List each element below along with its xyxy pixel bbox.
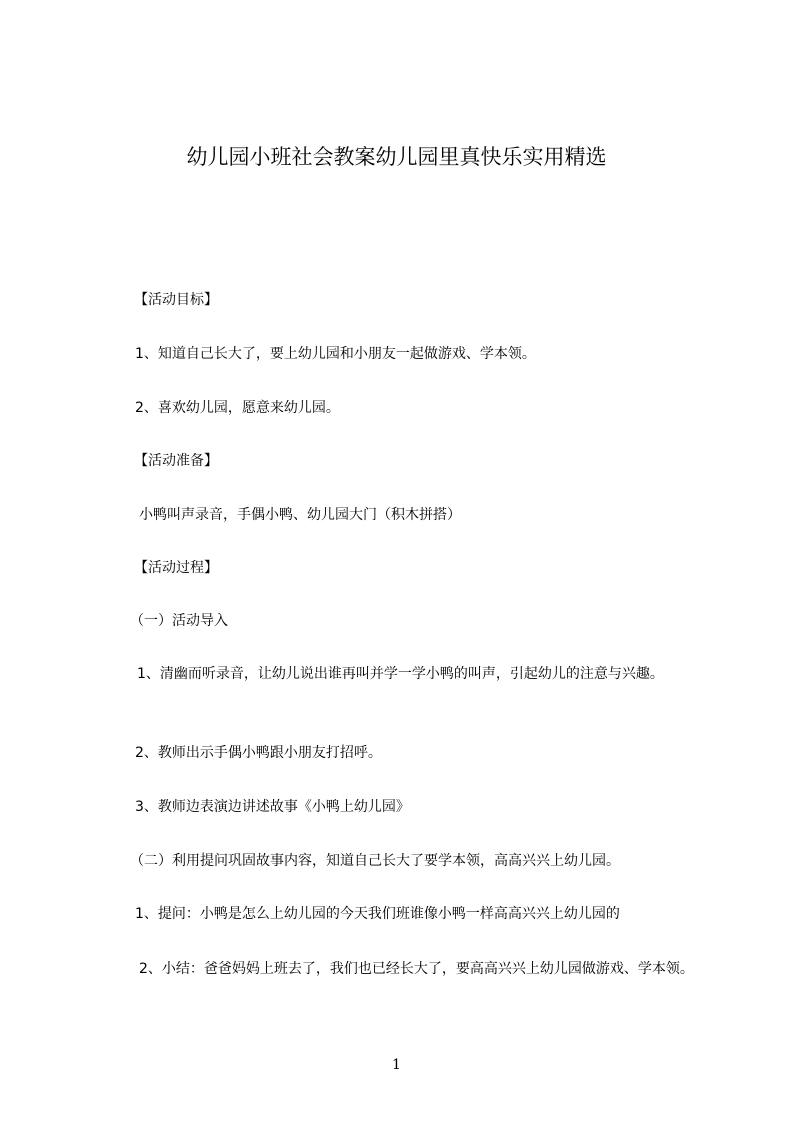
goal-item-2: 2、喜欢幼儿园，愿意来幼儿园。 xyxy=(135,400,340,416)
part-1-heading: （一）活动导入 xyxy=(130,613,228,629)
process-heading: 【活动过程】 xyxy=(134,560,218,576)
step-2: 2、教师出示手偶小鸭跟小朋友打招呼。 xyxy=(135,745,382,761)
prep-text: 小鸭叫声录音，手偶小鸭、幼儿园大门（积木拼搭） xyxy=(139,507,461,523)
goal-item-1: 1、知道自己长大了，要上幼儿园和小朋友一起做游戏、学本领。 xyxy=(135,346,536,362)
step-1: 1、清幽而听录音，让幼儿说出谁再叫并学一学小鸭的叫声，引起幼儿的注意与兴趣。 xyxy=(137,666,664,682)
part-2-heading: （二）利用提问巩固故事内容，知道自己长大了要学本领，高高兴兴上幼儿园。 xyxy=(130,853,620,869)
prep-heading: 【活动准备】 xyxy=(134,453,218,469)
question-item: 1、提问：小鸭是怎么上幼儿园的今天我们班谁像小鸭一样高高兴兴上幼儿园的 xyxy=(135,906,620,922)
summary-item: 2、小结：爸爸妈妈上班去了，我们也已经长大了，要高高兴兴上幼儿园做游戏、学本领。 xyxy=(139,961,694,977)
document-title: 幼儿园小班社会教案幼儿园里真快乐实用精选 xyxy=(186,145,607,169)
step-3: 3、教师边表演边讲述故事《小鸭上幼儿园》 xyxy=(135,799,410,815)
goal-heading: 【活动目标】 xyxy=(134,292,218,308)
page-number: 1 xyxy=(392,1057,401,1073)
